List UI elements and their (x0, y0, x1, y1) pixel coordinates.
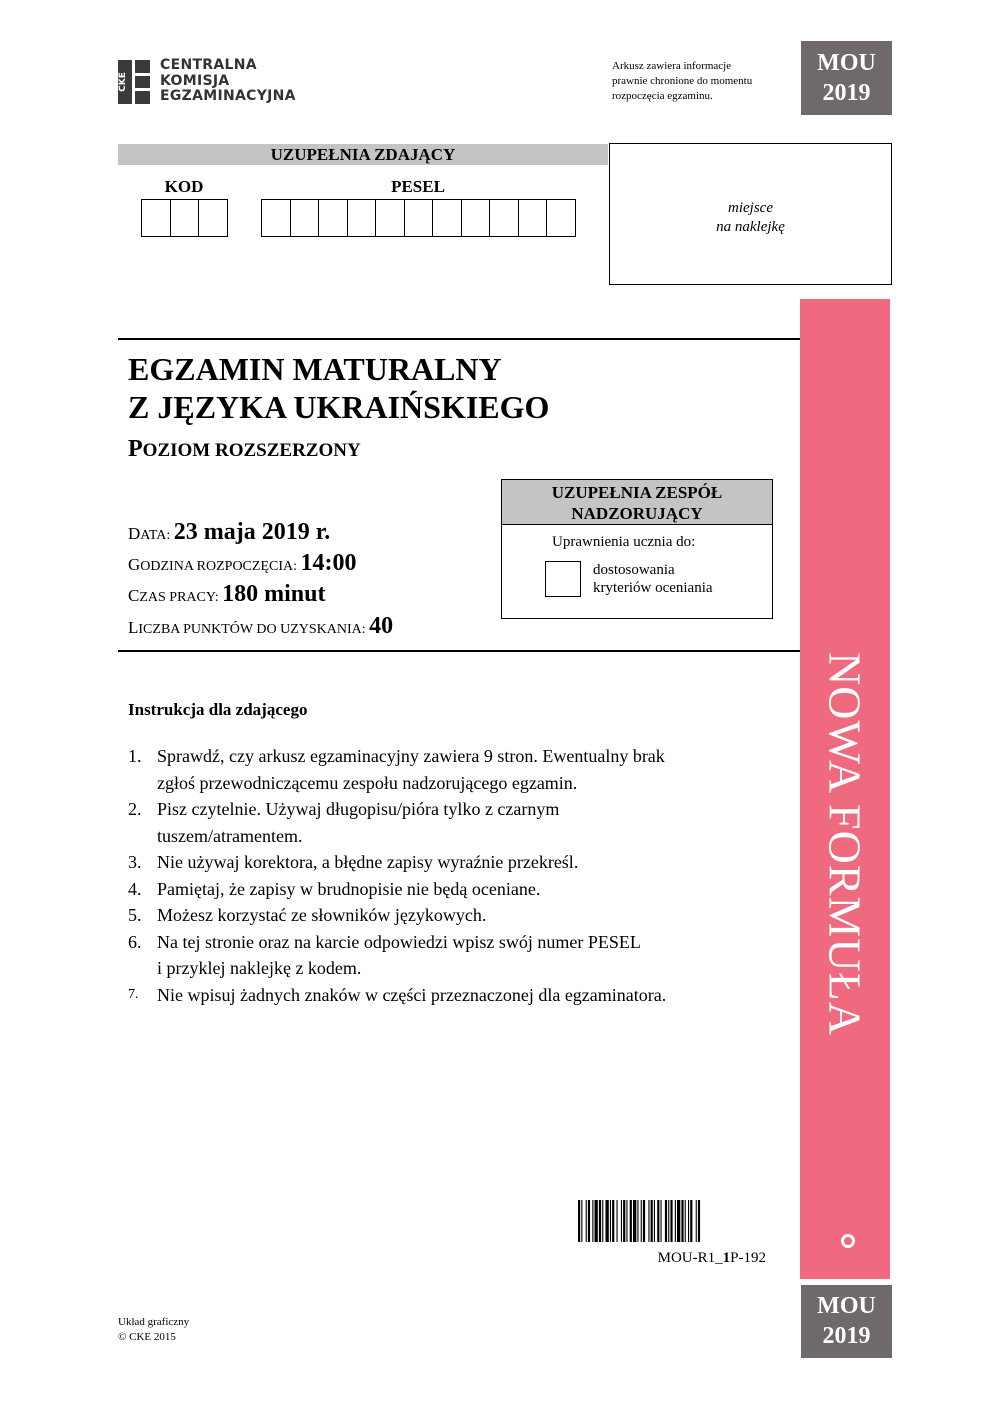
instruction-number: 2. (128, 799, 142, 819)
points-label-rest: ICZBA PUNKTÓW DO UZYSKANIA: (138, 622, 366, 637)
cke-logo-mark-icon (118, 60, 150, 104)
pesel-cell[interactable] (490, 199, 519, 237)
level-initial: P (128, 436, 143, 462)
instruction-number: 3. (128, 852, 142, 872)
exam-duration (128, 581, 325, 608)
adaptation-checkbox[interactable] (545, 561, 581, 597)
footer-credit (118, 1315, 189, 1345)
pesel-cell[interactable] (291, 199, 320, 237)
notice-line-1: Arkusz zawiera informacje (612, 60, 732, 72)
instruction-item (128, 796, 768, 849)
adaptation-label (593, 561, 713, 597)
title-line-1: EGZAMIN MATURALNY (128, 351, 502, 387)
pesel-cell[interactable] (376, 199, 405, 237)
start-value: 14:00 (300, 550, 357, 576)
code-top-line-2: 2019 (822, 80, 871, 106)
exam-date (128, 519, 330, 546)
exam-code-top (801, 41, 892, 115)
kod-input-cells[interactable] (141, 199, 228, 237)
pesel-cell[interactable] (519, 199, 548, 237)
instruction-line: zgłoś przewodniczącemu zespołu nadzorującego egzamin. (157, 772, 578, 793)
divider-top (118, 338, 800, 340)
barcode-icon (578, 1200, 770, 1242)
date-value: 23 maja 2019 r. (173, 519, 331, 545)
exam-code-bottom (801, 1285, 892, 1358)
adaptation-line-2: kryteriów oceniania (593, 580, 713, 596)
barcode-label-bold: 1 (722, 1250, 731, 1266)
pesel-cell[interactable] (348, 199, 377, 237)
instruction-item (128, 929, 768, 982)
instruction-number: 6. (128, 931, 142, 952)
instruction-text (157, 743, 665, 796)
pesel-cell[interactable] (319, 199, 348, 237)
title-line-2: Z JĘZYKA UKRAIŃSKIEGO (128, 389, 550, 425)
exam-start-time (128, 550, 357, 577)
notice-line-3: rozpoczęcia egzaminu. (612, 90, 713, 102)
points-label-initial: L (128, 618, 139, 637)
kod-cell[interactable] (199, 199, 228, 237)
sticker-placeholder[interactable] (609, 143, 892, 285)
divider-bottom (118, 650, 800, 652)
sticker-line-1: miejsce (728, 200, 773, 216)
date-label-initial: D (128, 524, 141, 543)
ring-icon (841, 1234, 855, 1248)
pesel-cell[interactable] (462, 199, 491, 237)
logo-line-3: EGZAMINACYJNA (160, 88, 296, 104)
new-formula-band (800, 299, 890, 1279)
pesel-input-cells[interactable] (261, 199, 576, 237)
instruction-line: i przyklej naklejkę z kodem. (157, 958, 362, 978)
exam-title (128, 350, 549, 426)
supervisor-header-line-2: NADZORUJĄCY (571, 504, 703, 523)
logo-line-1: CENTRALNA (160, 57, 257, 73)
barcode-label-suffix: P-192 (730, 1250, 766, 1266)
instruction-line: Sprawdź, czy arkusz egzaminacyjny zawiera 9 stron. Ewentualny brak (157, 746, 665, 766)
legal-notice (612, 59, 792, 104)
instructions-list (128, 743, 768, 1008)
student-rights-label: Uprawnienia ucznia do: (552, 534, 696, 550)
instruction-number: 1. (128, 746, 142, 766)
pesel-cell[interactable] (405, 199, 434, 237)
kod-label: KOD (164, 177, 204, 196)
instruction-line: Na tej stronie oraz na karcie odpowiedzi wpisz swój numer PESEL (157, 931, 641, 952)
code-top-line-1: MOU (817, 50, 876, 76)
sticker-line-2: na naklejkę (716, 219, 785, 235)
candidate-section-header: UZUPEŁNIA ZDAJĄCY (118, 144, 608, 165)
pesel-label: PESEL (391, 177, 445, 196)
level-rest: OZIOM ROZSZERZONY (142, 440, 361, 461)
instruction-line: Możesz korzystać ze słowników językowych. (157, 905, 487, 925)
instruction-number: 4. (128, 878, 142, 899)
instruction-item (128, 876, 768, 903)
band-text: NOWA FORMUŁA (819, 652, 871, 1036)
instruction-line: Pisz czytelnie. Używaj długopisu/pióra tylko z czarnym (157, 799, 560, 819)
duration-label-initial: C (128, 586, 140, 605)
instruction-item (128, 743, 768, 796)
footer-line-1: Układ graficzny (118, 1316, 190, 1328)
barcode-label (578, 1250, 766, 1267)
instruction-line: tuszem/atramentem. (157, 825, 303, 846)
instruction-text (157, 929, 641, 982)
supervisor-section-header (502, 480, 772, 525)
code-bottom-line-2: 2019 (822, 1323, 871, 1349)
supervisor-header-line-1: UZUPEŁNIA ZESPÓŁ (551, 483, 723, 502)
instruction-line: Nie wpisuj żadnych znaków w części przeznaczonej dla egzaminatora. (157, 984, 667, 1005)
instruction-item (128, 849, 768, 876)
logo-text (160, 58, 296, 105)
pesel-cell[interactable] (433, 199, 462, 237)
instruction-number: 7. (128, 986, 139, 1002)
kod-cell[interactable] (142, 199, 171, 237)
date-label-rest: ATA: (140, 528, 171, 543)
exam-points (128, 613, 393, 640)
duration-value: 180 minut (222, 581, 326, 607)
barcode-label-prefix: MOU-R1_ (657, 1250, 723, 1266)
instructions-title: Instrukcja dla zdającego (128, 700, 308, 719)
kod-cell[interactable] (171, 199, 200, 237)
notice-line-2: prawnie chronione do momentu (612, 75, 753, 87)
footer-line-2: © CKE 2015 (118, 1331, 176, 1343)
logo-mark-text: CKE (118, 72, 128, 92)
start-label-rest: ODZINA ROZPOCZĘCIA: (140, 559, 298, 574)
instruction-text (157, 796, 559, 849)
adaptation-line-1: dostosowania (593, 562, 675, 578)
instruction-line: Pamiętaj, że zapisy w brudnopisie nie będą oceniane. (157, 878, 541, 899)
instruction-line: Nie używaj korektora, a błędne zapisy wyraźnie przekreśl. (157, 852, 579, 872)
instruction-item (128, 902, 768, 929)
pesel-cell[interactable] (262, 199, 291, 237)
exam-level (128, 435, 361, 465)
logo-line-2: KOMISJA (160, 72, 230, 89)
points-value: 40 (369, 613, 394, 639)
instruction-item (128, 982, 768, 1009)
start-label-initial: G (128, 555, 141, 574)
code-bottom-line-1: MOU (817, 1293, 876, 1319)
cke-logo (118, 58, 318, 106)
duration-label-rest: ZAS PRACY: (139, 590, 219, 605)
instruction-number: 5. (128, 905, 142, 925)
supervisor-section (501, 479, 773, 619)
pesel-cell[interactable] (547, 199, 576, 237)
